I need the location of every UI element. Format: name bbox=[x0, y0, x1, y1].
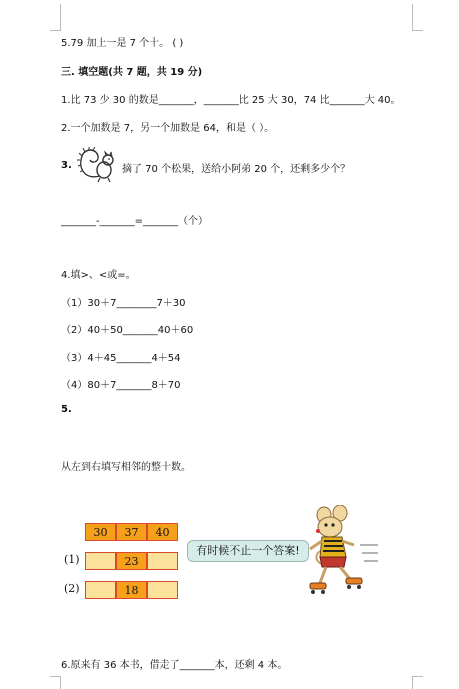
skating-mouse-icon bbox=[302, 505, 402, 605]
question-2: 2.一个加数是 7，另一个加数是 64，和是（ ）。 bbox=[61, 123, 275, 134]
question-1: 1.比 73 少 30 的数是_______，_______比 25 大 30，74 比_______大 40。 bbox=[61, 95, 401, 106]
grid-cell: 40 bbox=[147, 523, 178, 541]
grid-cell: 30 bbox=[85, 523, 116, 541]
question-5-instruction: 从左到右填写相邻的整十数。 bbox=[61, 462, 191, 473]
grid-blank-cell[interactable] bbox=[85, 552, 116, 570]
grid-cell: 37 bbox=[116, 523, 147, 541]
question-3-text: 摘了 70 个松果，送给小阿弟 20 个，还剩多少个？ bbox=[122, 164, 351, 175]
compare-item: （3）4＋45_______4＋54 bbox=[61, 353, 181, 364]
compare-item: （1）30＋7________7＋30 bbox=[61, 298, 186, 309]
question-6: 6.原来有 36 本书，借走了_______本，还剩 4 本。 bbox=[61, 660, 288, 671]
question-5-number: 5. bbox=[61, 404, 72, 415]
hint-bubble: 有时候不止一个答案! bbox=[187, 540, 309, 562]
page-corner-mark bbox=[50, 4, 61, 31]
row-label: (1) bbox=[64, 553, 80, 566]
page-corner-mark bbox=[412, 676, 423, 689]
compare-item: （4）80＋7_______8＋70 bbox=[61, 380, 181, 391]
question-3-blank: _______-_______=_______（个） bbox=[61, 216, 208, 227]
grid-cell: 23 bbox=[116, 552, 147, 570]
grid-blank-cell[interactable] bbox=[147, 581, 178, 599]
squirrel-icon bbox=[76, 146, 118, 184]
question-4-title: 4.填>、<或=。 bbox=[61, 270, 136, 281]
page-corner-mark bbox=[412, 4, 423, 31]
page-corner-mark bbox=[50, 676, 61, 689]
grid-blank-cell[interactable] bbox=[147, 552, 178, 570]
grid-blank-cell[interactable] bbox=[85, 581, 116, 599]
row-label: (2) bbox=[64, 582, 80, 595]
question-3-number: 3. bbox=[61, 160, 72, 171]
question-5-prev: 5.79 加上一是 7 个十。 ( ) bbox=[61, 38, 184, 49]
compare-item: （2）40＋50_______40＋60 bbox=[61, 325, 194, 336]
section-title: 三. 填空题(共 7 题，共 19 分) bbox=[61, 67, 203, 78]
grid-cell: 18 bbox=[116, 581, 147, 599]
